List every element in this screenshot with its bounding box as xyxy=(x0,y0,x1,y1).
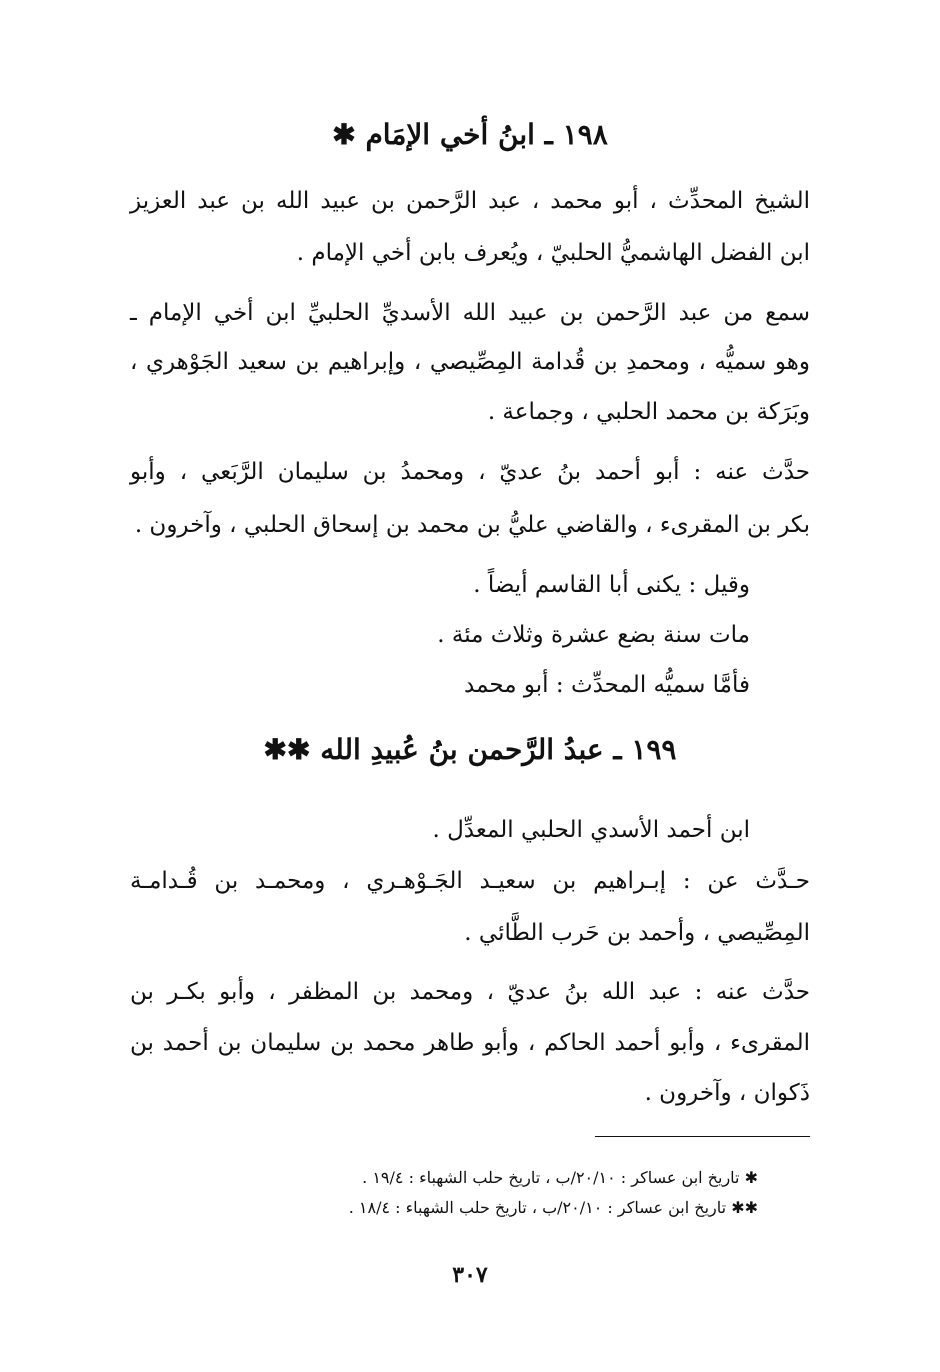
entry-199-p1: ابن أحمد الأسدي الحلبي المعدِّل . xyxy=(432,817,750,843)
entry-198-p4: وقيل : يكنى أبا القاسم أيضاً . xyxy=(473,572,750,598)
entry-199-p2-line1: حـدَّث عن : إبـراهيم بن سعيـد الجَـوْهـري ، ومحمـد بن قُـدامـة xyxy=(130,868,810,894)
entry-198-p3-line2: بكر بن المقرىء ، والقاضي عليُّ بن محمد بن إسحاق الحلبي ، وآخرون . xyxy=(134,512,810,538)
page-number: ٣٠٧ xyxy=(452,1262,488,1288)
entry-198-p5: مات سنة بضع عشرة وثلاث مئة . xyxy=(437,622,750,648)
entry-199-p3-line2: المقرىء ، وأبو أحمد الحاكم ، وأبو طاهر محمد بن سليمان بن أحمد بن xyxy=(130,1030,810,1056)
footnote-2: ✱✱ تاريخ ابن عساكر : ٢٠/١٠/ب ، تاريخ حلب الشهباء : ١٨/٤ . xyxy=(348,1198,758,1217)
entry-198-p2-line3: وبَرَكة بن محمد الحلبي ، وجماعة . xyxy=(487,399,810,425)
entry-199-p2-line2: المِصِّيصي ، وأحمد بن حَرب الطَّائي . xyxy=(464,920,810,946)
entry-198-p3-line1: حدَّث عنه : أبو أحمد بنُ عديّ ، ومحمدُ بن سليمان الرَّبَعي ، وأبو xyxy=(130,459,810,485)
entry-199-heading: ١٩٩ ـ عبدُ الرَّحمن بنُ عُبيدِ الله ✱✱ xyxy=(263,733,677,766)
entry-199-p3-line3: ذَكوان ، وآخرون . xyxy=(644,1080,810,1106)
entry-198-p1-line1: الشيخ المحدِّث ، أبو محمد ، عبد الرَّحمن بن عبيد الله بن عبد العزيز xyxy=(130,188,810,214)
entry-198-heading: ١٩٨ ـ ابنُ أخي الإمَام ✱ xyxy=(332,118,608,151)
entry-199-p3-line1: حدَّث عنه : عبد الله بنُ عديّ ، ومحمد بن المظفر ، وأبو بكـر بن xyxy=(130,979,810,1005)
entry-198-p1-line2: ابن الفضل الهاشميُّ الحلبيّ ، ويُعرف بابن أخي الإمام . xyxy=(296,240,810,266)
footnote-separator xyxy=(595,1136,810,1137)
footnote-1: ✱ تاريخ ابن عساكر : ٢٠/١٠/ب ، تاريخ حلب الشهباء : ١٩/٤ . xyxy=(362,1168,758,1187)
entry-198-p6: فأمَّا سميُّه المحدِّث : أبو محمد xyxy=(464,672,750,698)
entry-198-p2-line1: سمع من عبد الرَّحمن بن عبيد الله الأسديِّ الحلبيِّ ابن أخي الإمام ـ xyxy=(130,300,810,326)
entry-198-p2-line2: وهو سميُّه ، ومحمدِ بن قُدامة المِصِّيصي ، وإبراهيم بن سعيد الجَوْهري ، xyxy=(130,349,810,375)
